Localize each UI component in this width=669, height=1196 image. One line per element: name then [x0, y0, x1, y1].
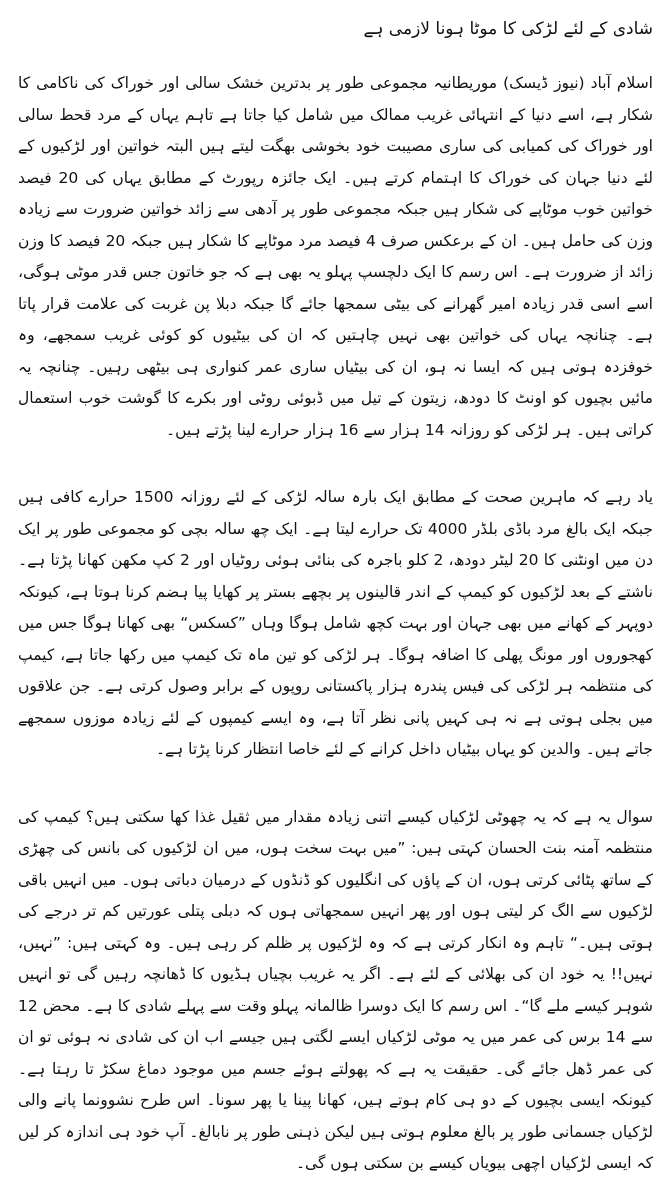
article-title: شادی کے لئے لڑکی کا موٹا ہونا لازمی ہے — [363, 19, 653, 39]
article-paragraph-2: یاد رہے کہ ماہرین صحت کے مطابق ایک بارہ سالہ لڑکی کے لئے روزانہ 1500 حرارے کافی ہیں جبکہ ایک بالغ مرد باڈی بلڈر 4000 تک حرارے لیتا ہے۔ ایک چھ سالہ بچی کو مجموعی طور پر ایک دن میں اونٹنی کا 20 لیٹر دودھ، 2 کلو باجرہ کی بنائی ہوئی روٹیاں اور 2 کپ مکھن کھانا پڑتا ہے۔ ناشتے کے بعد لڑکیوں کو کیمپ کے اندر قالینوں پر بچھے بستر پر کھایا پیا ہضم کرنا ہوتا ہے، کیونکہ دوپہر کے کھانے میں بھی جہان اور بہت کچھ شامل ہوگا وہاں ”کسکس“ بھی کھانا ہوگا جس میں کھجوروں اور مونگ پھلی کا اضافہ ہوگا۔ ہر لڑکی کو تین ماہ تک کیمپ میں رکھا جاتا ہے، کیمپ کی منتظمہ ہر لڑکی کی فیس پندرہ ہزار پاکستانی روپوں کے برابر وصول کرتی ہے۔ جن علاقوں میں بجلی ہوتی ہے نہ ہی کہیں پانی نظر آتا ہے، وہ ایسے کیمپوں کے لئے زیادہ موزوں سمجھے جاتے ہیں۔ والدین کو یہاں بیٹیاں داخل کرانے کے لئے خاصا انتظار کرنا پڑتا ہے۔ — [18, 488, 654, 758]
article-paragraph-1: اسلام آباد (نیوز ڈیسک) موریطانیہ مجموعی طور پر بدترین خشک سالی اور خوراک کی ناکامی کا شکار ہے، اسے دنیا کے انتہائی غریب ممالک میں شامل کیا جاتا ہے تاہم یہاں کے مرد قحط سالی اور خوراک کی کمیابی کی ساری مصیبت خود بخوشی بھگت لیتے ہیں البتہ خواتین اور لڑکیوں کے لئے دنیا جہان کی خوراک کا اہتمام کرتے ہیں۔ ایک جائزہ رپورٹ کے مطابق یہاں کی 20 فیصد خواتین خوب موٹاپے کی شکار ہیں جبکہ مجموعی طور پر آدھی سے زائد خواتین ضرورت سے زیادہ وزن کی حامل ہیں۔ ان کے برعکس صرف 4 فیصد مرد موٹاپے کا شکار ہیں جبکہ 20 فیصد کا وزن زائد از ضرورت ہے۔ اس رسم کا ایک دلچسپ پہلو یہ بھی ہے کہ جو خاتون جس قدر موٹی ہوگی، اسے اسی قدر زیادہ امیر گھرانے کی بیٹی سمجھا جائے گا جبکہ دبلا پن غربت کی علامت قرار پاتا ہے۔ چنانچہ یہاں کی خواتین بھی نہیں چاہتیں کہ ان کی بیٹیوں کو کوئی غریب سمجھے، وہ خوفزدہ ہوتی ہیں کہ ایسا نہ ہو، ان کی بیٹیاں ساری عمر کنواری ہی بیٹھی رہیں۔ چنانچہ یہ مائیں بچیوں کو اونٹ کا دودھ، زیتون کے تیل میں ڈبوئی روٹی اور بکرے کا گوشت خوب استعمال کراتی ہیں۔ ہر لڑکی کو روزانہ 14 ہزار سے 16 ہزار حرارے لینا پڑتے ہیں۔ — [18, 74, 653, 439]
article-paragraph-3: سوال یہ ہے کہ یہ چھوٹی لڑکیاں کیسے اتنی زیادہ مقدار میں ثقیل غذا کھا سکتی ہیں؟ کیمپ کی منتظمہ آمنہ بنت الحسان کہتی ہیں: ”میں بہت سخت ہوں، میں ان لڑکیوں کی بانس کی چھڑی کے ساتھ پٹائی کرتی ہوں، ان کے پاؤں کی انگلیوں کو ڈنڈوں کے درمیان دباتی ہوں۔ میں انہیں باقی لڑکیوں سے الگ کر لیتی ہوں اور پھر انہیں سمجھاتی ہوں کہ دبلی پتلی عورتیں کم تر درجے کی ہوتی ہیں۔“ تاہم وہ انکار کرتی ہے کہ وہ لڑکیوں پر ظلم کر رہی ہیں۔ وہ کہتی ہیں: ”نہیں، نہیں!! یہ خود ان کی بھلائی کے لئے ہے۔ اگر یہ غریب بچیاں ہڈیوں کا ڈھانچہ رہیں گی تو انہیں شوہر کیسے ملے گا“۔ اس رسم کا ایک دوسرا ظالمانہ پہلو وقت سے پہلے شادی کا ہے۔ محض 12 سے 14 برس کی عمر میں یہ موٹی لڑکیاں ایسے لگتی ہیں جیسے اب ان کی شادی نہ ہوئی تو ان کی عمر ڈھل جائے گی۔ حقیقت یہ ہے کہ پھولتے ہوئے جسم میں موجود دماغ سکڑ تا رہتا ہے۔ کیونکہ ایسی بچیوں کے دو ہی کام ہوتے ہیں، کھانا پینا یا پھر سونا۔ اس طرح نشوونما پانے والی لڑکیاں جسمانی طور پر بالغ معلوم ہوتی ہیں لیکن ذہنی طور پر نابالغ۔ آپ خود ہی اندازہ کر لیں کہ ایسی لڑکیاں اچھی بیویاں کیسے بن سکتی ہوں گی۔ — [18, 807, 654, 1172]
